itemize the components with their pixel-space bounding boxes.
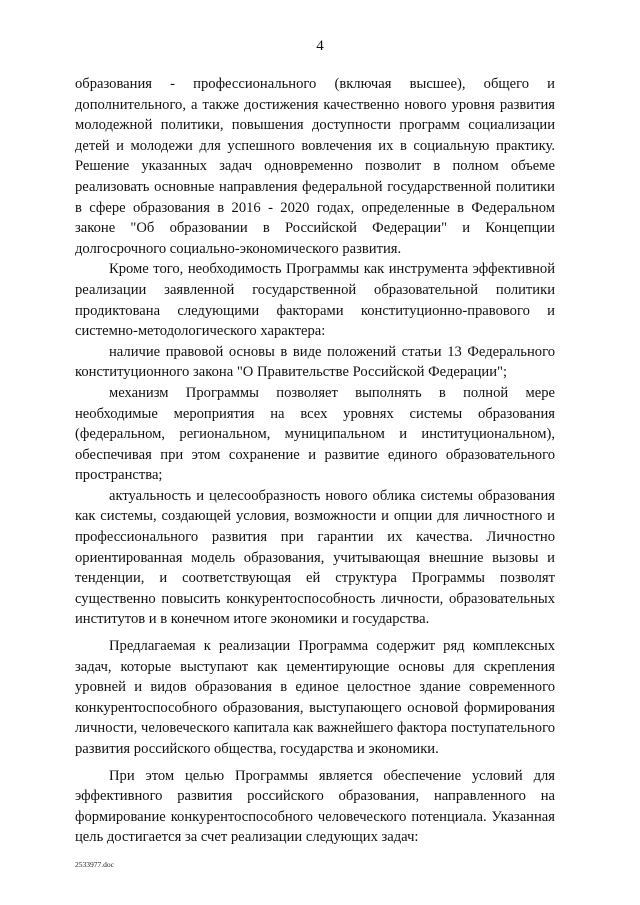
paragraph-2: Кроме того, необходимость Программы как инструмента эффективной реализации заявленной государственной образовательной политики продиктована следующими факторами конституционно-правового и системно-методологического характера: <box>75 261 555 340</box>
footer-document-code: 2533977.doc <box>75 860 114 869</box>
paragraph-5: актуальность и целесообразность нового облика системы образования как системы, создающей условия, возможности и опции для личностного и профессионального развития при гарантии их качества. Личностно ориентированная модель образования, учитывающая внешние вызовы и тенденции, и соответствующая ей структура Программы позволят существенно повысить конкурентоспособность личности, образовательных институтов и в конечном итоге экономики и государства. <box>75 487 555 628</box>
paragraph-3: наличие правовой основы в виде положений статьи 13 Федерального конституционного закона "О Правительстве Российской Федерации"; <box>75 343 555 381</box>
paragraph-1: образования - профессионального (включая высшее), общего и дополнительного, а также достижения качественно нового уровня развития молодежной политики, повышения доступности программ социализации детей и молодежи для успешного вовлечения их в социальную практику. Решение указанных задач одновременно позволит в полном объеме реализовать основные направления федеральной государственной политики в сфере образования в 2016 - 2020 годах, определенные в Федеральном законе "Об образовании в Российской Федерации" и Концепции долгосрочного социально-экономического развития. <box>75 76 555 257</box>
document-body <box>75 74 555 848</box>
paragraph-4: механизм Программы позволяет выполнять в полной мере необходимые мероприятия на всех уровнях системы образования (федеральном, региональном, муниципальном и институциональном), обеспечивая при этом сохранение и развитие единого образовательного пространства; <box>75 384 555 484</box>
page-number: 4 <box>316 38 324 54</box>
paragraph-7: При этом целью Программы является обеспечение условий для эффективного развития российского образования, направленного на формирование конкурентоспособного человеческого потенциала. Указанная цель достигается за счет реализации следующих задач: <box>75 767 555 846</box>
paragraph-6: Предлагаемая к реализации Программа содержит ряд комплексных задач, которые выступают как цементирующие основы для скрепления уровней и видов образования в единое целостное здание современного конкурентоспособного образования, выступающего основой формирования личности, человеческого капитала как важнейшего фактора поступательного развития российского общества, государства и экономики. <box>75 638 555 757</box>
